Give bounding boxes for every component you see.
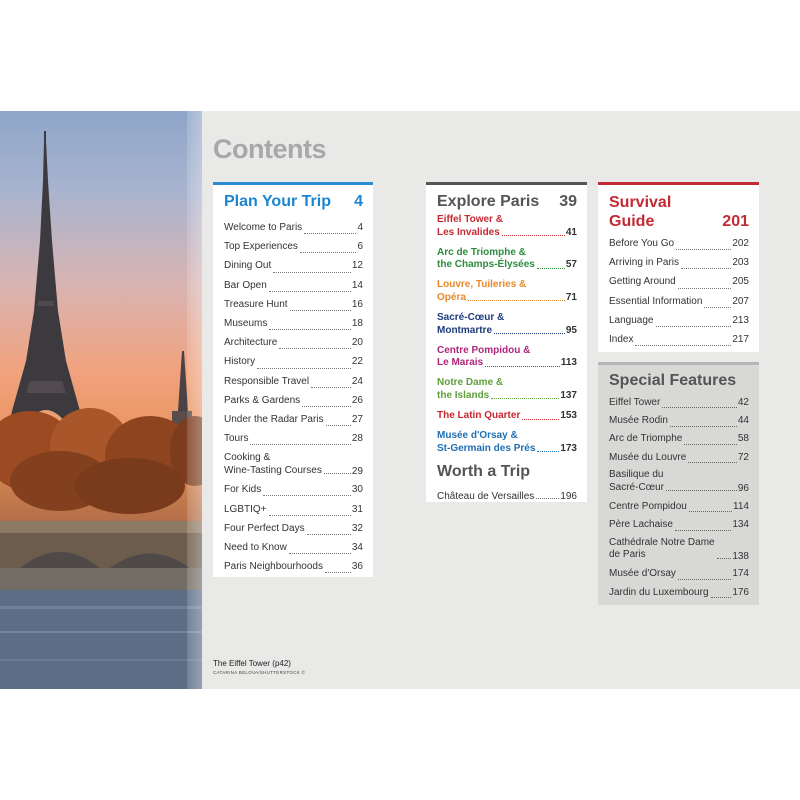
toc-entry[interactable] <box>224 480 363 499</box>
leader-dots <box>635 345 731 346</box>
leader-dots <box>491 398 559 399</box>
leader-dots <box>279 348 351 349</box>
entry-page: 36 <box>351 561 363 573</box>
entry-label-line2: Montmartre <box>437 324 493 336</box>
toc-entry[interactable] <box>224 295 363 314</box>
entry-label: Architecture <box>224 337 278 349</box>
leader-dots <box>678 288 732 289</box>
toc-entry[interactable] <box>437 312 577 337</box>
entry-label: Museums <box>224 318 268 330</box>
entry-label-line1: Cooking & <box>224 452 271 464</box>
entry-label-line1: Notre Dame & <box>437 377 504 389</box>
entry-page: 95 <box>565 324 577 336</box>
special-list <box>609 393 749 601</box>
entry-page: 114 <box>733 500 749 512</box>
leader-dots <box>269 291 351 292</box>
entry-page: 72 <box>737 451 749 463</box>
entry-page: 207 <box>732 295 749 307</box>
toc-entry[interactable] <box>224 218 363 237</box>
toc-entry[interactable] <box>609 311 749 330</box>
leader-dots <box>485 366 560 367</box>
leader-dots <box>311 387 351 388</box>
leader-dots <box>681 268 731 269</box>
entry-page: 16 <box>351 298 363 310</box>
entry-label: Under the Radar Paris <box>224 413 324 425</box>
entry-label <box>224 452 322 477</box>
toc-entry[interactable] <box>609 448 749 466</box>
leader-dots <box>678 579 731 580</box>
entry-line2 <box>437 259 577 272</box>
toc-entry[interactable] <box>609 466 749 497</box>
leader-dots <box>324 473 351 474</box>
section-page: 39 <box>559 193 577 210</box>
entry-page: 26 <box>351 394 363 406</box>
entry-label: Getting Around <box>609 276 676 288</box>
entry-label: Père Lachaise <box>609 519 673 531</box>
leader-dots <box>670 426 737 427</box>
entry-page: 113 <box>560 357 577 369</box>
leader-dots <box>325 572 351 573</box>
toc-entry[interactable] <box>609 534 749 565</box>
toc-entry[interactable] <box>609 411 749 429</box>
entry-page: 173 <box>560 442 577 454</box>
entry-page: 57 <box>565 259 577 271</box>
explore-list <box>437 214 577 455</box>
entry-label: Jardin du Luxembourg <box>609 586 709 598</box>
entry-label-line2: Le Marais <box>437 357 484 369</box>
section-page: 4 <box>354 193 363 210</box>
entry-label-line1: Eiffel Tower & <box>437 214 503 225</box>
toc-entry[interactable] <box>224 333 363 352</box>
leader-dots <box>273 272 351 273</box>
section-title: Special Features <box>609 372 737 389</box>
toc-entry[interactable] <box>609 583 749 601</box>
entry-label-line2: Sacré-Cœur <box>609 481 665 493</box>
leader-dots <box>307 534 351 535</box>
entry-page: 44 <box>737 414 749 426</box>
leader-dots <box>300 252 357 253</box>
entry-label-line1: Musée d'Orsay & <box>437 430 518 442</box>
leader-dots <box>676 249 731 250</box>
entry-label: Paris Neighbourhoods <box>224 561 323 573</box>
entry-label-line2: Opéra <box>437 291 466 303</box>
entry-page: 24 <box>351 375 363 387</box>
entry-page: 217 <box>732 334 749 346</box>
toc-entry[interactable] <box>609 565 749 583</box>
entry-label-line2: the Islands <box>437 389 490 401</box>
entry-label: Welcome to Paris <box>224 222 303 234</box>
entry-label <box>609 537 715 562</box>
entry-label: Eiffel Tower <box>609 396 661 408</box>
entry-page: 12 <box>351 260 363 272</box>
page-title: Contents <box>213 134 326 164</box>
entry-label: Château de Versailles <box>437 491 535 503</box>
entry-label-line1: Cathédrale Notre Dame <box>609 536 715 548</box>
entry-label: Tours <box>224 433 249 445</box>
entry-label: Bar Open <box>224 279 267 291</box>
leader-dots <box>684 444 737 445</box>
entry-page: 153 <box>560 410 577 422</box>
toc-entry[interactable] <box>609 497 749 515</box>
section-header[interactable] <box>437 193 577 211</box>
toc-entry[interactable] <box>224 391 363 410</box>
entry-page: 71 <box>565 291 577 303</box>
entry-label-line1: Louvre, Tuileries & <box>437 279 527 291</box>
entry-page: 174 <box>732 568 749 580</box>
entry-label: Musée du Louvre <box>609 451 687 463</box>
leader-dots <box>502 235 565 236</box>
section-title: Plan Your Trip <box>224 193 331 210</box>
entry-label: Dining Out <box>224 260 272 272</box>
entry-page: 4 <box>357 222 363 234</box>
leader-dots <box>537 268 565 269</box>
leader-dots <box>304 233 356 234</box>
entry-line2 <box>437 357 577 370</box>
toc-entry[interactable] <box>437 214 577 239</box>
leader-dots <box>711 597 732 598</box>
entry-label-line2: Les Invalides <box>437 226 500 238</box>
entry-label: History <box>224 356 256 368</box>
toc-entry[interactable] <box>224 519 363 538</box>
toc-entry[interactable] <box>224 410 363 429</box>
leader-dots <box>263 495 351 496</box>
entry-page: 96 <box>737 483 749 495</box>
entry-page: 137 <box>560 389 577 401</box>
leader-dots <box>656 326 732 327</box>
toc-entry[interactable] <box>609 515 749 533</box>
entry-label: Essential Information <box>609 295 703 307</box>
leader-dots <box>688 462 737 463</box>
entry-page: 30 <box>351 484 363 496</box>
leader-dots <box>289 553 351 554</box>
section-title: Explore Paris <box>437 193 540 210</box>
entry-page: 34 <box>351 541 363 553</box>
entry-page: 28 <box>351 433 363 445</box>
entry-line2 <box>437 390 577 403</box>
leader-dots <box>689 511 732 512</box>
entry-label: Musée Rodin <box>609 414 668 426</box>
entry-page: 176 <box>732 586 749 598</box>
leader-dots <box>290 310 351 311</box>
survival-guide-section <box>598 182 759 352</box>
leader-dots <box>662 407 737 408</box>
entry-page: 134 <box>732 519 749 531</box>
section-header[interactable] <box>609 193 749 231</box>
leader-dots <box>468 300 565 301</box>
entry-label: Musée d'Orsay <box>609 568 676 580</box>
leader-dots <box>675 530 731 531</box>
leader-dots <box>666 490 737 491</box>
leader-dots <box>717 558 732 559</box>
entry-label-line1: Centre Pompidou & <box>437 344 531 356</box>
toc-entry[interactable] <box>224 557 363 576</box>
entry-label: LGBTIQ+ <box>224 503 267 515</box>
entry-page: 32 <box>351 522 363 534</box>
toc-entry[interactable] <box>609 330 749 349</box>
entry-label <box>609 469 664 494</box>
leader-dots <box>250 444 350 445</box>
entry-page: 20 <box>351 337 363 349</box>
entry-label-line2: Wine-Tasting Courses <box>224 464 322 476</box>
toc-entry[interactable] <box>224 352 363 371</box>
entry-label: Arriving in Paris <box>609 257 680 269</box>
entry-label: For Kids <box>224 484 262 496</box>
entry-label: Arc de Triomphe <box>609 433 683 445</box>
worth-a-trip-title: Worth a Trip <box>437 463 531 481</box>
entry-label: Index <box>609 334 634 346</box>
entry-page: 14 <box>351 279 363 291</box>
toc-entry[interactable] <box>609 253 749 272</box>
entry-label: Language <box>609 314 654 326</box>
toc-entry[interactable] <box>437 279 577 304</box>
toc-entry[interactable] <box>224 448 363 480</box>
toc-entry[interactable] <box>224 237 363 256</box>
entry-label: Before You Go <box>609 238 675 250</box>
entry-page: 31 <box>351 503 363 515</box>
toc-entry[interactable] <box>224 499 363 518</box>
entry-page: 202 <box>732 238 749 250</box>
toc-entry[interactable] <box>437 430 577 455</box>
section-header[interactable] <box>224 193 363 211</box>
toc-entry[interactable] <box>609 393 749 411</box>
toc-entry[interactable] <box>224 429 363 448</box>
entry-label-line2: de Paris <box>609 549 646 561</box>
explore-paris-section <box>426 182 587 502</box>
entry-page: 27 <box>351 413 363 425</box>
entry-label-line2: St-Germain des Prés <box>437 442 536 454</box>
survival-list <box>609 234 749 349</box>
entry-label-line1: Sacré-Cœur & <box>437 312 505 324</box>
toc-entry[interactable] <box>609 272 749 291</box>
toc-entry[interactable] <box>609 430 749 448</box>
entry-page: 205 <box>732 276 749 288</box>
entry-page: 29 <box>351 466 363 478</box>
entry-label: Parks & Gardens <box>224 394 301 406</box>
entry-line2 <box>437 443 577 456</box>
toc-entry[interactable] <box>437 247 577 272</box>
leader-dots <box>522 419 559 420</box>
photo-edge <box>187 111 202 689</box>
entry-label: Four Perfect Days <box>224 522 305 534</box>
special-features-section <box>598 362 759 605</box>
leader-dots <box>536 498 559 499</box>
leader-dots <box>537 451 559 452</box>
entry-page: 18 <box>351 318 363 330</box>
entry-page: 138 <box>732 550 749 562</box>
entry-page: 42 <box>737 396 749 408</box>
entry-label: The Latin Quarter <box>437 410 521 422</box>
entry-label: Centre Pompidou <box>609 500 687 512</box>
entry-line2 <box>437 227 577 240</box>
toc-entry[interactable] <box>224 538 363 557</box>
toc-entry[interactable] <box>224 256 363 275</box>
entry-page: 41 <box>565 226 577 238</box>
section-title-line1: Survival <box>609 194 672 211</box>
entry-page: 6 <box>357 241 363 253</box>
entry-page: 196 <box>560 491 577 503</box>
entry-page: 213 <box>732 314 749 326</box>
entry-label-line2: the Champs-Élysées <box>437 259 535 271</box>
eiffel-tower-photo <box>0 111 202 689</box>
leader-dots <box>494 333 565 334</box>
plan-list <box>224 218 363 576</box>
entry-label: Need to Know <box>224 541 287 553</box>
entry-label-line1: Arc de Triomphe & <box>437 246 526 258</box>
toc-entry[interactable] <box>437 410 577 423</box>
toc-entry[interactable] <box>437 345 577 370</box>
entry-page: 203 <box>732 257 749 269</box>
leader-dots <box>704 307 731 308</box>
photo-caption: The Eiffel Tower (p42) <box>213 659 291 668</box>
entry-page: 22 <box>351 356 363 368</box>
entry-page: 58 <box>737 433 749 445</box>
toc-entry[interactable] <box>437 491 577 502</box>
toc-entry[interactable] <box>224 276 363 295</box>
toc-entry[interactable] <box>609 292 749 311</box>
toc-entry[interactable] <box>224 314 363 333</box>
toc-entry[interactable] <box>609 234 749 253</box>
entry-label: Responsible Travel <box>224 375 310 387</box>
entry-label: Top Experiences <box>224 241 298 253</box>
section-title-line2: Guide <box>609 213 655 230</box>
section-page: 201 <box>722 213 749 230</box>
plan-your-trip-section <box>213 182 373 577</box>
toc-entry[interactable] <box>224 372 363 391</box>
leader-dots <box>302 406 351 407</box>
toc-entry[interactable] <box>437 377 577 402</box>
photo-credit: CATARINA BELOVA/SHUTTERSTOCK © <box>213 670 306 675</box>
leader-dots <box>269 329 351 330</box>
leader-dots <box>257 368 351 369</box>
entry-label-line1: Basilique du <box>609 469 664 481</box>
entry-line2 <box>437 292 577 305</box>
section-header <box>609 372 749 390</box>
leader-dots <box>269 515 351 516</box>
entry-line2 <box>437 325 577 338</box>
leader-dots <box>326 425 351 426</box>
entry-label: Treasure Hunt <box>224 298 288 310</box>
